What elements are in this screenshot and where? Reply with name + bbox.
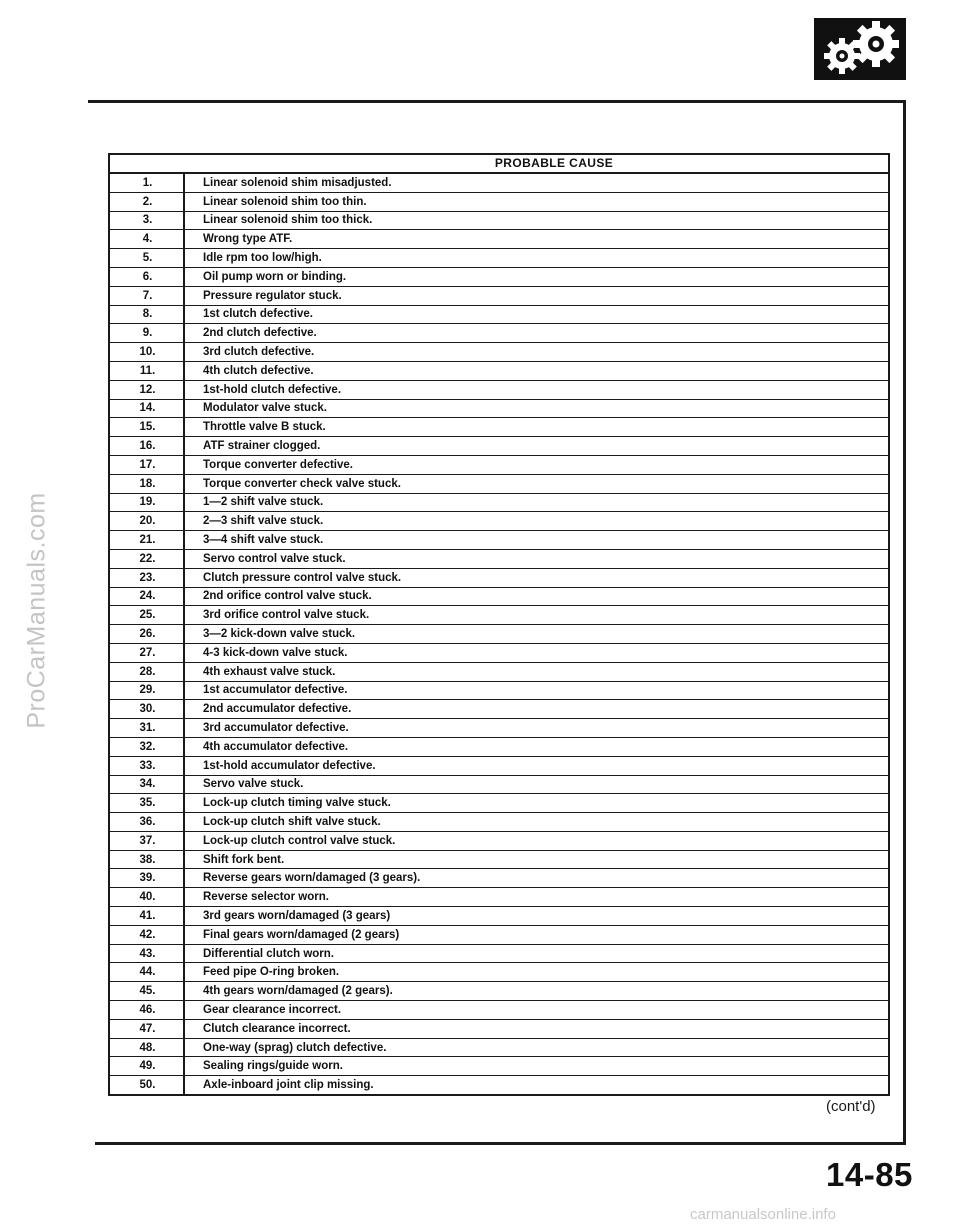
table-row bbox=[110, 869, 888, 888]
cause-number: 40. bbox=[110, 888, 185, 906]
cause-text: Linear solenoid shim too thin. bbox=[203, 195, 367, 208]
table-row bbox=[110, 475, 888, 494]
cause-text: Axle-inboard joint clip missing. bbox=[203, 1079, 374, 1092]
cause-number: 39. bbox=[110, 869, 185, 887]
table-row bbox=[110, 1001, 888, 1020]
cause-text: 3rd gears worn/damaged (3 gears) bbox=[203, 909, 391, 922]
cause-text: Sealing rings/guide worn. bbox=[203, 1060, 343, 1073]
cause-number: 24. bbox=[110, 588, 185, 606]
cause-text: 3rd accumulator defective. bbox=[203, 722, 349, 734]
cause-text: Modulator valve stuck. bbox=[203, 402, 327, 415]
table-row bbox=[110, 343, 888, 362]
table-row bbox=[110, 776, 888, 795]
cause-text: Servo valve stuck. bbox=[203, 778, 304, 791]
table-row bbox=[110, 437, 888, 456]
cause-text: 4th exhaust valve stuck. bbox=[203, 665, 336, 678]
table-row bbox=[110, 324, 888, 343]
cause-number: 28. bbox=[110, 663, 185, 681]
page-number: 14-85 bbox=[826, 1156, 913, 1193]
cause-text: 2—3 shift valve stuck. bbox=[203, 515, 324, 528]
table-row bbox=[110, 569, 888, 588]
continued-label: (cont'd) bbox=[826, 1098, 876, 1115]
cause-text: 2nd orifice control valve stuck. bbox=[203, 590, 372, 603]
cause-text: Clutch pressure control valve stuck. bbox=[203, 571, 402, 584]
cause-text: 2nd accumulator defective. bbox=[203, 703, 352, 716]
table-row bbox=[110, 813, 888, 832]
table-row bbox=[110, 381, 888, 400]
cause-text: Shift fork bent. bbox=[203, 853, 285, 866]
cause-text: 4th clutch defective. bbox=[203, 364, 314, 377]
cause-number: 3. bbox=[110, 212, 185, 230]
side-watermark: ProCarManuals.com bbox=[22, 491, 51, 729]
table-row bbox=[110, 1076, 888, 1094]
cause-text: Idle rpm too low/high. bbox=[203, 252, 322, 265]
cause-number: 29. bbox=[110, 682, 185, 700]
cause-text: Final gears worn/damaged (2 gears) bbox=[203, 928, 400, 941]
table-row bbox=[110, 945, 888, 964]
bottom-rule bbox=[95, 1142, 906, 1145]
cause-text: 4th gears worn/damaged (2 gears). bbox=[203, 985, 393, 998]
cause-number: 19. bbox=[110, 494, 185, 512]
right-rule bbox=[903, 100, 906, 1145]
cause-text: Differential clutch worn. bbox=[203, 947, 334, 960]
cause-number: 1. bbox=[110, 174, 185, 192]
cause-text: Linear solenoid shim too thick. bbox=[203, 214, 373, 227]
cause-number: 31. bbox=[110, 719, 185, 737]
cause-number: 45. bbox=[110, 982, 185, 1000]
cause-number: 5. bbox=[110, 249, 185, 267]
table-row bbox=[110, 418, 888, 437]
table-row bbox=[110, 268, 888, 287]
table-row bbox=[110, 794, 888, 813]
cause-text: 4-3 kick-down valve stuck. bbox=[203, 646, 348, 659]
gears-icon bbox=[814, 18, 906, 80]
cause-text: Servo control valve stuck. bbox=[203, 552, 346, 565]
cause-text: 4th accumulator defective. bbox=[203, 740, 349, 753]
cause-number: 22. bbox=[110, 550, 185, 568]
probable-cause-table bbox=[108, 153, 890, 1096]
cause-number: 27. bbox=[110, 644, 185, 662]
cause-text: Wrong type ATF. bbox=[203, 233, 293, 246]
cause-number: 6. bbox=[110, 268, 185, 286]
cause-number: 20. bbox=[110, 512, 185, 530]
cause-number: 49. bbox=[110, 1057, 185, 1075]
cause-text: 3rd orifice control valve stuck. bbox=[203, 609, 370, 622]
cause-text: 1st-hold clutch defective. bbox=[203, 383, 342, 396]
cause-number: 38. bbox=[110, 851, 185, 869]
cause-text: Lock-up clutch shift valve stuck. bbox=[203, 815, 381, 828]
cause-number: 30. bbox=[110, 700, 185, 718]
cause-number: 41. bbox=[110, 907, 185, 925]
table-row bbox=[110, 531, 888, 550]
cause-number: 36. bbox=[110, 813, 185, 831]
cause-number: 47. bbox=[110, 1020, 185, 1038]
cause-number: 23. bbox=[110, 569, 185, 587]
table-row bbox=[110, 306, 888, 325]
cause-text: Reverse selector worn. bbox=[203, 891, 329, 904]
top-rule bbox=[88, 100, 906, 103]
cause-text: 3rd clutch defective. bbox=[203, 346, 315, 359]
cause-text: Reverse gears worn/damaged (3 gears). bbox=[203, 872, 421, 885]
cause-number: 33. bbox=[110, 757, 185, 775]
cause-number: 37. bbox=[110, 832, 185, 850]
cause-text: 2nd clutch defective. bbox=[203, 327, 317, 340]
cause-text: ATF strainer clogged. bbox=[203, 440, 321, 453]
table-row bbox=[110, 249, 888, 268]
cause-number: 8. bbox=[110, 306, 185, 324]
table-row bbox=[110, 700, 888, 719]
table-row bbox=[110, 212, 888, 231]
table-row bbox=[110, 494, 888, 513]
cause-text: Oil pump worn or binding. bbox=[203, 270, 347, 283]
cause-number: 16. bbox=[110, 437, 185, 455]
cause-number: 26. bbox=[110, 625, 185, 643]
cause-text: Torque converter check valve stuck. bbox=[203, 477, 401, 490]
cause-text: 1—2 shift valve stuck. bbox=[203, 496, 324, 509]
table-row bbox=[110, 907, 888, 926]
table-row bbox=[110, 963, 888, 982]
table-row bbox=[110, 832, 888, 851]
table-row bbox=[110, 757, 888, 776]
cause-number: 42. bbox=[110, 926, 185, 944]
cause-text: Feed pipe O-ring broken. bbox=[203, 966, 340, 979]
table-row bbox=[110, 719, 888, 738]
table-row bbox=[110, 888, 888, 907]
cause-text: Linear solenoid shim misadjusted. bbox=[203, 176, 392, 189]
table-row bbox=[110, 174, 888, 193]
table-row bbox=[110, 362, 888, 381]
table-row bbox=[110, 644, 888, 663]
cause-text: 3—4 shift valve stuck. bbox=[203, 534, 324, 547]
cause-number: 7. bbox=[110, 287, 185, 305]
table-row bbox=[110, 193, 888, 212]
table-row bbox=[110, 456, 888, 475]
cause-text: 1st accumulator defective. bbox=[203, 684, 348, 697]
cause-text: Lock-up clutch control valve stuck. bbox=[203, 834, 396, 847]
table-row bbox=[110, 230, 888, 249]
cause-number: 18. bbox=[110, 475, 185, 493]
cause-text: Torque converter defective. bbox=[203, 458, 353, 471]
table-row bbox=[110, 588, 888, 607]
table-row bbox=[110, 512, 888, 531]
cause-number: 34. bbox=[110, 776, 185, 794]
cause-number: 48. bbox=[110, 1039, 185, 1057]
cause-number: 10. bbox=[110, 343, 185, 361]
cause-number: 25. bbox=[110, 606, 185, 624]
cause-text: Clutch clearance incorrect. bbox=[203, 1022, 351, 1035]
table-row bbox=[110, 550, 888, 569]
cause-number: 4. bbox=[110, 230, 185, 248]
cause-text: Gear clearance incorrect. bbox=[203, 1003, 342, 1016]
cause-number: 14. bbox=[110, 400, 185, 418]
table-row bbox=[110, 663, 888, 682]
cause-number: 11. bbox=[110, 362, 185, 380]
cause-number: 15. bbox=[110, 418, 185, 436]
cause-number: 46. bbox=[110, 1001, 185, 1019]
table-row bbox=[110, 682, 888, 701]
table-row bbox=[110, 1039, 888, 1058]
table-row bbox=[110, 1020, 888, 1039]
cause-number: 2. bbox=[110, 193, 185, 211]
cause-number: 17. bbox=[110, 456, 185, 474]
table-row bbox=[110, 982, 888, 1001]
table-row bbox=[110, 1057, 888, 1076]
cause-text: One-way (sprag) clutch defective. bbox=[203, 1041, 387, 1054]
table-row bbox=[110, 926, 888, 945]
table-row bbox=[110, 606, 888, 625]
table-row bbox=[110, 738, 888, 757]
cause-number: 32. bbox=[110, 738, 185, 756]
cause-text: Lock-up clutch timing valve stuck. bbox=[203, 797, 391, 810]
cause-text: 1st clutch defective. bbox=[203, 308, 313, 321]
bottom-watermark: carmanualsonline.info bbox=[690, 1206, 836, 1223]
cause-number: 44. bbox=[110, 963, 185, 981]
cause-number: 35. bbox=[110, 794, 185, 812]
cause-text: 1st-hold accumulator defective. bbox=[203, 759, 376, 772]
cause-text: Throttle valve B stuck. bbox=[203, 421, 326, 434]
cause-number: 12. bbox=[110, 381, 185, 399]
cause-number: 43. bbox=[110, 945, 185, 963]
table-row bbox=[110, 400, 888, 419]
cause-number: 9. bbox=[110, 324, 185, 342]
table-body bbox=[110, 174, 888, 1094]
cause-text: 3—2 kick-down valve stuck. bbox=[203, 628, 356, 641]
cause-number: 50. bbox=[110, 1076, 185, 1094]
table-row bbox=[110, 625, 888, 644]
table-row bbox=[110, 287, 888, 306]
cause-text: Pressure regulator stuck. bbox=[203, 289, 342, 302]
table-header: PROBABLE CAUSE bbox=[110, 155, 888, 174]
cause-number: 21. bbox=[110, 531, 185, 549]
table-row bbox=[110, 851, 888, 870]
